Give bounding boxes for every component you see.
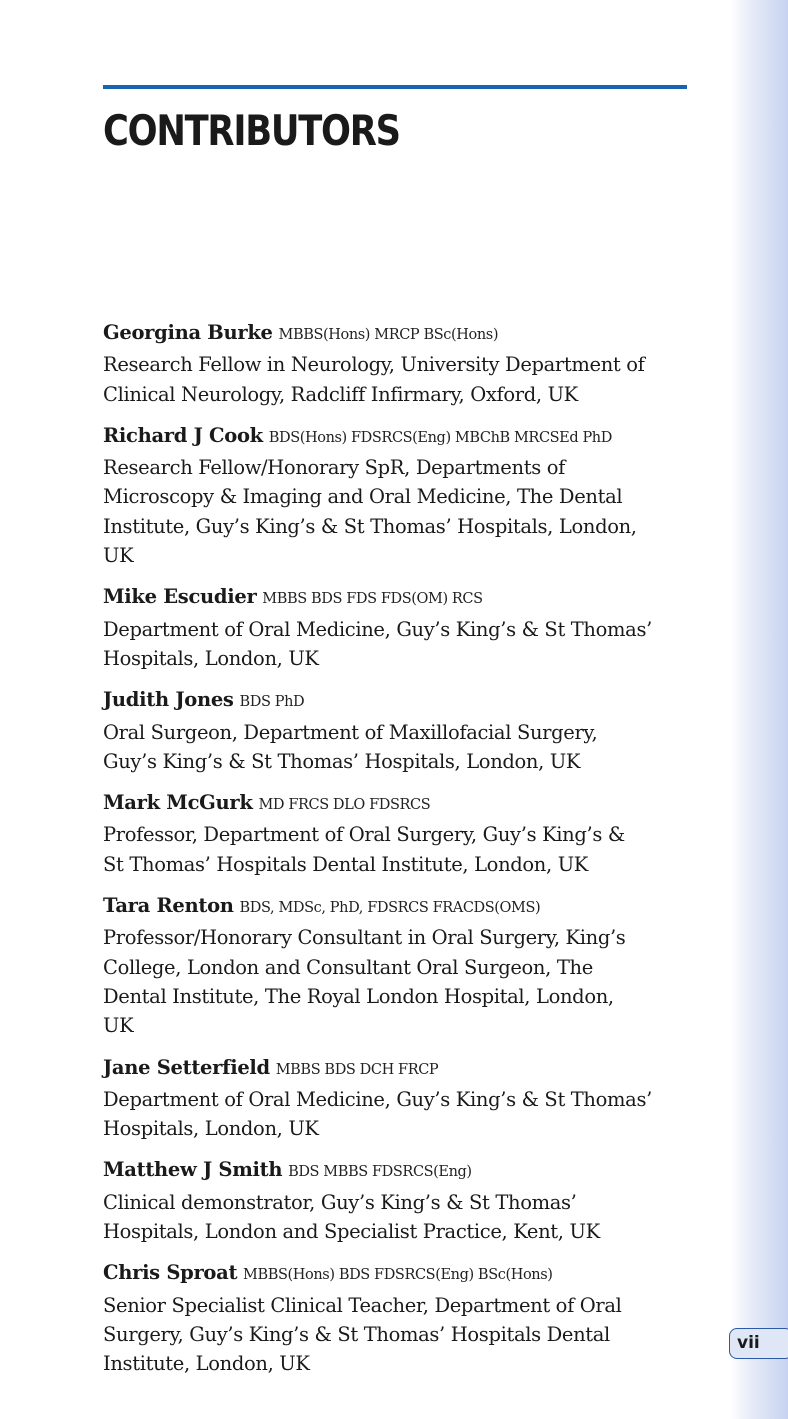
contributor-name: Jane Setterfield — [103, 1055, 270, 1079]
contributor-qualifications: MBBS BDS DCH FRCP — [275, 1061, 439, 1078]
contributor-affiliation: Research Fellow/Honorary SpR, Departments of Microscopy & Imaging and Oral Medicine, The Dental Institute, Guy’s King’s & St Thomas’ Hospitals, London, UK — [103, 456, 637, 568]
contributor-qualifications: BDS(Hons) FDSRCS(Eng) MBChB MRCSEd PhD — [268, 429, 612, 446]
contributor-entry — [103, 685, 703, 776]
page-number: vii — [737, 1333, 760, 1353]
contributor-affiliation: Professor/Honorary Consultant in Oral Surgery, King’s College, London and Consultant Oral Surgeon, The Dental Institute, The Royal London Hospital, London, UK — [103, 926, 626, 1038]
contributor-name: Georgina Burke — [103, 321, 273, 344]
contributor-entry — [103, 891, 703, 1040]
contributor-affiliation: Senior Specialist Clinical Teacher, Department of Oral Surgery, Guy’s King’s & St Thomas’ Hospitals Dental Institute, London, UK — [103, 1293, 622, 1376]
contributor-qualifications: MBBS BDS FDS FDS(OM) RCS — [262, 591, 483, 608]
contributor-entry — [103, 1053, 703, 1144]
contributor-qualifications: MBBS(Hons) MRCP BSc(Hons) — [278, 327, 499, 343]
page-title: CONTRIBUTORS — [103, 106, 400, 155]
contributor-entry — [103, 1258, 703, 1378]
contributor-affiliation: Department of Oral Medicine, Guy’s King’s & St Thomas’ Hospitals, London, UK — [103, 617, 652, 670]
contributor-entry — [103, 318, 703, 409]
contributor-qualifications: BDS, MDSc, PhD, FDSRCS FRACDS(OMS) — [239, 900, 541, 917]
contributor-name: Chris Sproat — [103, 1261, 238, 1285]
contributor-entry — [103, 582, 703, 673]
page-number-tab — [729, 1328, 788, 1359]
page-edge-band — [730, 0, 788, 1419]
contributor-qualifications: MBBS(Hons) BDS FDSRCS(Eng) BSc(Hons) — [243, 1267, 553, 1284]
contributor-qualifications: MD FRCS DLO FDSRCS — [258, 797, 431, 814]
contributor-entry — [103, 1155, 703, 1246]
contributor-affiliation: Research Fellow in Neurology, University Department of Clinical Neurology, Radcliff Infirmary, Oxford, UK — [103, 353, 645, 406]
contributor-name: Mike Escudier — [103, 585, 257, 609]
contributor-qualifications: BDS PhD — [239, 694, 305, 711]
contributor-qualifications: BDS MBBS FDSRCS(Eng) — [288, 1164, 472, 1181]
contributor-affiliation: Clinical demonstrator, Guy’s King’s & St Thomas’ Hospitals, London and Specialist Practice, Kent, UK — [103, 1190, 600, 1244]
contributor-list — [103, 318, 703, 1391]
contributor-entry — [103, 421, 703, 570]
contributor-name: Tara Renton — [103, 894, 234, 918]
contributor-name: Mark McGurk — [103, 791, 253, 815]
contributor-name: Matthew J Smith — [103, 1158, 283, 1182]
contributor-name: Judith Jones — [103, 688, 234, 712]
contributor-entry — [103, 788, 703, 879]
contributor-affiliation: Oral Surgeon, Department of Maxillofacial Surgery, Guy’s King’s & St Thomas’ Hospitals, London, UK — [103, 720, 598, 773]
contributor-affiliation: Professor, Department of Oral Surgery, Guy’s King’s & St Thomas’ Hospitals Dental Institute, London, UK — [103, 823, 625, 876]
contributor-name: Richard J Cook — [103, 423, 263, 447]
title-rule — [103, 85, 687, 89]
contributor-affiliation: Department of Oral Medicine, Guy’s King’s & St Thomas’ Hospitals, London, UK — [103, 1087, 652, 1141]
